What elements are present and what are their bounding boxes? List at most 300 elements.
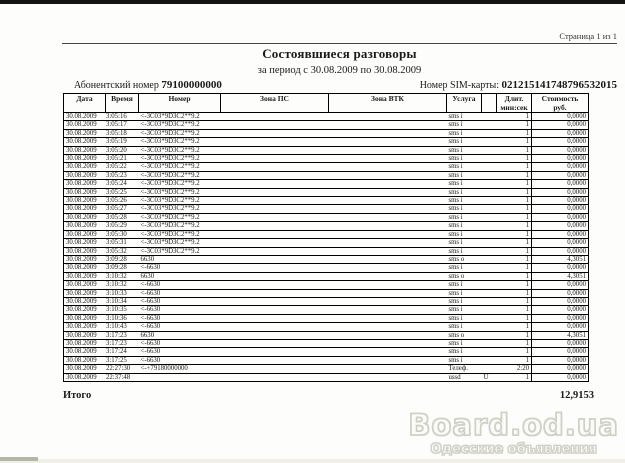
cell-flag bbox=[482, 331, 497, 339]
call-time: 3:05:28 bbox=[106, 213, 127, 221]
cell-datetime bbox=[64, 264, 139, 272]
cell-service: sms i bbox=[447, 138, 482, 146]
cell-datetime bbox=[64, 323, 139, 331]
call-date: 30.08.2009 bbox=[66, 121, 97, 129]
cell-number: <-+79180000000 bbox=[139, 365, 447, 373]
cell-cost: 0,0000 bbox=[532, 365, 589, 373]
call-date: 30.08.2009 bbox=[66, 129, 97, 137]
cell-cost: 0,0000 bbox=[532, 297, 589, 305]
subscriber-number-label: Абонентский номер bbox=[74, 80, 159, 91]
cell-flag bbox=[482, 121, 497, 129]
cell-number: <-6630 bbox=[139, 314, 447, 322]
cell-datetime bbox=[64, 205, 139, 213]
call-time: 3:05:22 bbox=[106, 163, 127, 171]
table-row bbox=[64, 365, 589, 373]
cell-flag bbox=[482, 281, 497, 289]
cell-number: <-3C03*9D3C2**9.2 bbox=[139, 230, 447, 238]
cell-service: sms i bbox=[447, 121, 482, 129]
call-time: 3:05:26 bbox=[106, 197, 127, 205]
top-border-bar bbox=[0, 0, 625, 4]
call-date: 30.08.2009 bbox=[66, 197, 97, 205]
call-time: 3:05:30 bbox=[106, 230, 127, 238]
cell-datetime bbox=[64, 155, 139, 163]
cell-flag bbox=[482, 205, 497, 213]
cell-duration: 1 bbox=[497, 264, 532, 272]
table-row bbox=[64, 323, 589, 331]
sim-card-value: 021215141748796532015 bbox=[501, 79, 617, 91]
cell-number: <-6630 bbox=[139, 306, 447, 314]
cell-flag bbox=[482, 138, 497, 146]
cell-flag bbox=[482, 171, 497, 179]
cell-cost: 0,0000 bbox=[532, 180, 589, 188]
cell-number: <-3C03*9D3C2**9.2 bbox=[139, 163, 447, 171]
cell-duration: 1 bbox=[497, 230, 532, 238]
cell-datetime bbox=[64, 146, 139, 154]
call-date: 30.08.2009 bbox=[66, 205, 97, 213]
cell-flag bbox=[482, 247, 497, 255]
cell-number: <-3C03*9D3C2**9.2 bbox=[139, 146, 447, 154]
cell-datetime bbox=[64, 213, 139, 221]
cell-duration: 1 bbox=[497, 155, 532, 163]
cell-duration: 1 bbox=[497, 171, 532, 179]
table-row bbox=[64, 331, 589, 339]
cell-number: <-3C03*9D3C2**9.2 bbox=[139, 247, 447, 255]
cell-duration: 1 bbox=[497, 121, 532, 129]
table-row bbox=[64, 247, 589, 255]
call-date: 30.08.2009 bbox=[66, 297, 97, 305]
cell-cost: 0,0000 bbox=[532, 129, 589, 137]
cell-cost: 0,0000 bbox=[532, 356, 589, 364]
call-time: 3:10:43 bbox=[106, 323, 127, 331]
cell-datetime bbox=[64, 129, 139, 137]
table-row bbox=[64, 197, 589, 205]
table-row bbox=[64, 239, 589, 247]
column-header bbox=[482, 94, 497, 113]
cell-datetime bbox=[64, 314, 139, 322]
cell-service: sms i bbox=[447, 314, 482, 322]
cell-service: sms i bbox=[447, 339, 482, 347]
table-row bbox=[64, 306, 589, 314]
cell-datetime bbox=[64, 331, 139, 339]
cell-datetime bbox=[64, 306, 139, 314]
cell-duration: 1 bbox=[497, 306, 532, 314]
cell-cost: 0,0000 bbox=[532, 121, 589, 129]
cell-datetime bbox=[64, 197, 139, 205]
cell-flag bbox=[482, 163, 497, 171]
table-row bbox=[64, 213, 589, 221]
cell-service: sms i bbox=[447, 171, 482, 179]
cell-number: <-3C03*9D3C2**9.2 bbox=[139, 197, 447, 205]
cell-service: ussd bbox=[447, 373, 482, 381]
table-row bbox=[64, 113, 589, 121]
call-time: 3:17:23 bbox=[106, 339, 127, 347]
cell-cost: 0,0000 bbox=[532, 155, 589, 163]
cell-duration: 1 bbox=[497, 113, 532, 121]
call-date: 30.08.2009 bbox=[66, 222, 97, 230]
column-header: Время bbox=[106, 94, 139, 113]
cell-service: sms i bbox=[447, 281, 482, 289]
table-row bbox=[64, 163, 589, 171]
call-time: 3:05:29 bbox=[106, 222, 127, 230]
call-date: 30.08.2009 bbox=[66, 272, 97, 280]
call-time: 3:05:31 bbox=[106, 239, 127, 247]
watermark bbox=[408, 408, 619, 457]
cell-cost: 0,0000 bbox=[532, 205, 589, 213]
cell-flag bbox=[482, 230, 497, 238]
cell-cost: 0,0000 bbox=[532, 373, 589, 381]
cell-service: sms i bbox=[447, 129, 482, 137]
cell-duration: 2:20 bbox=[497, 365, 532, 373]
call-date: 30.08.2009 bbox=[66, 289, 97, 297]
cell-duration: 1 bbox=[497, 129, 532, 137]
cell-service: sms i bbox=[447, 230, 482, 238]
cell-duration: 1 bbox=[497, 297, 532, 305]
watermark-tagline: Одесские объявления bbox=[430, 442, 597, 457]
cell-duration: 1 bbox=[497, 373, 532, 381]
cell-flag bbox=[482, 272, 497, 280]
call-time: 3:05:23 bbox=[106, 171, 127, 179]
cell-service: sms i bbox=[447, 247, 482, 255]
cell-flag bbox=[482, 255, 497, 263]
cell-number: <-6630 bbox=[139, 356, 447, 364]
cell-duration: 1 bbox=[497, 197, 532, 205]
cell-cost: 0,0000 bbox=[532, 146, 589, 154]
cell-datetime bbox=[64, 188, 139, 196]
cell-number: <-3C03*9D3C2**9.2 bbox=[139, 171, 447, 179]
cell-duration: 1 bbox=[497, 331, 532, 339]
table-row bbox=[64, 272, 589, 280]
column-header: Услуга bbox=[447, 94, 482, 113]
cell-number: <-3C03*9D3C2**9.2 bbox=[139, 213, 447, 221]
cell-cost: 0,0000 bbox=[532, 138, 589, 146]
table-row bbox=[64, 289, 589, 297]
cell-flag bbox=[482, 146, 497, 154]
call-time: 3:10:36 bbox=[106, 314, 127, 322]
call-time: 22:37:48 bbox=[106, 373, 131, 381]
cell-service: sms i bbox=[447, 297, 482, 305]
table-row bbox=[64, 180, 589, 188]
call-time: 3:10:34 bbox=[106, 297, 127, 305]
table-row bbox=[64, 146, 589, 154]
call-date: 30.08.2009 bbox=[66, 255, 97, 263]
cell-number: 6630 bbox=[139, 272, 447, 280]
cell-cost: 0,0000 bbox=[532, 213, 589, 221]
cell-service: sms i bbox=[447, 306, 482, 314]
bottom-edge-strip bbox=[0, 459, 625, 463]
call-date: 30.08.2009 bbox=[66, 188, 97, 196]
cell-number: 6630 bbox=[139, 331, 447, 339]
call-date: 30.08.2009 bbox=[66, 239, 97, 247]
table-row bbox=[64, 188, 589, 196]
cell-datetime bbox=[64, 297, 139, 305]
call-detail-table bbox=[63, 93, 589, 382]
cell-cost: 0,0000 bbox=[532, 281, 589, 289]
cell-flag bbox=[482, 289, 497, 297]
call-time: 3:05:17 bbox=[106, 121, 127, 129]
document-header bbox=[62, 46, 617, 76]
call-time: 3:05:18 bbox=[106, 129, 127, 137]
cell-cost: 0,0000 bbox=[532, 264, 589, 272]
header-rule bbox=[62, 43, 617, 44]
table-row bbox=[64, 373, 589, 381]
cell-flag bbox=[482, 239, 497, 247]
call-date: 30.08.2009 bbox=[66, 213, 97, 221]
table-row bbox=[64, 129, 589, 137]
cell-cost: 0,0000 bbox=[532, 348, 589, 356]
cell-cost: 0,0000 bbox=[532, 323, 589, 331]
cell-flag bbox=[482, 197, 497, 205]
total-row bbox=[63, 390, 594, 401]
sim-card-number bbox=[420, 79, 617, 91]
cell-cost: 0,0000 bbox=[532, 314, 589, 322]
cell-number: <-3C03*9D3C2**9.2 bbox=[139, 222, 447, 230]
call-date: 30.08.2009 bbox=[66, 323, 97, 331]
call-date: 30.08.2009 bbox=[66, 113, 97, 120]
cell-datetime bbox=[64, 171, 139, 179]
call-date: 30.08.2009 bbox=[66, 373, 97, 381]
cell-duration: 1 bbox=[497, 180, 532, 188]
cell-service: sms i bbox=[447, 239, 482, 247]
call-date: 30.08.2009 bbox=[66, 230, 97, 238]
cell-flag bbox=[482, 339, 497, 347]
call-time: 3:05:19 bbox=[106, 138, 127, 146]
call-time: 22:27:30 bbox=[106, 365, 131, 373]
cell-flag bbox=[482, 306, 497, 314]
table-header-row bbox=[64, 94, 589, 113]
cell-flag bbox=[482, 314, 497, 322]
cell-datetime bbox=[64, 255, 139, 263]
call-time: 3:17:25 bbox=[106, 356, 127, 364]
watermark-site-name: Board.od.ua bbox=[408, 408, 619, 442]
call-date: 30.08.2009 bbox=[66, 365, 97, 373]
call-date: 30.08.2009 bbox=[66, 247, 97, 255]
cell-service: sms o bbox=[447, 331, 482, 339]
cell-datetime bbox=[64, 339, 139, 347]
cell-cost: 0,0000 bbox=[532, 171, 589, 179]
call-time: 3:05:21 bbox=[106, 155, 127, 163]
cell-service: sms i bbox=[447, 180, 482, 188]
cell-duration: 1 bbox=[497, 281, 532, 289]
column-header: Дата bbox=[64, 94, 106, 113]
call-time: 3:09:28 bbox=[106, 264, 127, 272]
page-title: Состоявшиеся разговоры bbox=[262, 46, 417, 61]
cell-service: sms i bbox=[447, 155, 482, 163]
cell-duration: 1 bbox=[497, 356, 532, 364]
cell-number: 6630 bbox=[139, 255, 447, 263]
cell-service: sms i bbox=[447, 213, 482, 221]
cell-duration: 1 bbox=[497, 323, 532, 331]
cell-number: <-3C03*9D3C2**9.2 bbox=[139, 188, 447, 196]
cell-duration: 1 bbox=[497, 247, 532, 255]
cell-duration: 1 bbox=[497, 239, 532, 247]
cell-duration: 1 bbox=[497, 213, 532, 221]
total-label: Итого bbox=[63, 390, 92, 401]
cell-number: <-6630 bbox=[139, 297, 447, 305]
call-date: 30.08.2009 bbox=[66, 348, 97, 356]
cell-datetime bbox=[64, 281, 139, 289]
table-row bbox=[64, 171, 589, 179]
cell-service: Телеф. bbox=[447, 365, 482, 373]
call-date: 30.08.2009 bbox=[66, 146, 97, 154]
cell-datetime bbox=[64, 163, 139, 171]
table-row bbox=[64, 121, 589, 129]
cell-flag: U bbox=[482, 373, 497, 381]
cell-number: <-6630 bbox=[139, 281, 447, 289]
table-row bbox=[64, 205, 589, 213]
cell-datetime bbox=[64, 138, 139, 146]
cell-duration: 1 bbox=[497, 146, 532, 154]
subscriber-number-value: 79100000000 bbox=[161, 79, 222, 91]
call-date: 30.08.2009 bbox=[66, 331, 97, 339]
column-header: Номер bbox=[139, 94, 221, 113]
column-header: Зона ПС bbox=[221, 94, 329, 113]
cell-number: <-3C03*9D3C2**9.2 bbox=[139, 121, 447, 129]
cell-number: <-3C03*9D3C2**9.2 bbox=[139, 138, 447, 146]
cell-service: sms i bbox=[447, 356, 482, 364]
cell-duration: 1 bbox=[497, 272, 532, 280]
table-row bbox=[64, 281, 589, 289]
cell-flag bbox=[482, 323, 497, 331]
call-time: 3:09:28 bbox=[106, 255, 127, 263]
call-date: 30.08.2009 bbox=[66, 171, 97, 179]
sim-card-label: Номер SIM-карты: bbox=[419, 80, 499, 91]
cell-duration: 1 bbox=[497, 205, 532, 213]
cell-service: sms i bbox=[447, 264, 482, 272]
cell-service: sms i bbox=[447, 197, 482, 205]
cell-datetime bbox=[64, 365, 139, 373]
call-date: 30.08.2009 bbox=[66, 314, 97, 322]
cell-flag bbox=[482, 297, 497, 305]
call-time: 3:05:20 bbox=[106, 146, 127, 154]
subscriber-info-row bbox=[62, 79, 617, 91]
column-header: Зона ВТК bbox=[329, 94, 447, 113]
cell-datetime bbox=[64, 230, 139, 238]
cell-datetime bbox=[64, 247, 139, 255]
cell-cost: 0,0000 bbox=[532, 163, 589, 171]
cell-datetime bbox=[64, 113, 139, 121]
cell-flag bbox=[482, 129, 497, 137]
cell-cost: 0,0000 bbox=[532, 339, 589, 347]
call-time: 3:05:24 bbox=[106, 180, 127, 188]
cell-cost: 0,0000 bbox=[532, 239, 589, 247]
cell-duration: 1 bbox=[497, 289, 532, 297]
cell-service: sms o bbox=[447, 272, 482, 280]
cell-service: sms i bbox=[447, 146, 482, 154]
cell-service: sms i bbox=[447, 113, 482, 121]
cell-service: sms i bbox=[447, 348, 482, 356]
cell-duration: 1 bbox=[497, 255, 532, 263]
cell-datetime bbox=[64, 239, 139, 247]
cell-flag bbox=[482, 113, 497, 121]
cell-number: <-3C03*9D3C2**9.2 bbox=[139, 113, 447, 121]
cell-number: <-3C03*9D3C2**9.2 bbox=[139, 129, 447, 137]
call-time: 3:10:32 bbox=[106, 281, 127, 289]
cell-datetime bbox=[64, 272, 139, 280]
cell-service: sms i bbox=[447, 205, 482, 213]
cell-datetime bbox=[64, 356, 139, 364]
cell-flag bbox=[482, 348, 497, 356]
cell-cost: 0,0000 bbox=[532, 197, 589, 205]
cell-flag bbox=[482, 365, 497, 373]
cell-duration: 1 bbox=[497, 348, 532, 356]
column-header: Стоимость руб. bbox=[532, 94, 589, 113]
total-value: 12,9153 bbox=[559, 390, 594, 401]
table-row bbox=[64, 314, 589, 322]
cell-datetime bbox=[64, 222, 139, 230]
bottom-corner-mark bbox=[0, 457, 38, 461]
cell-cost: 4,3051 bbox=[532, 255, 589, 263]
cell-service: sms i bbox=[447, 222, 482, 230]
call-time: 3:10:32 bbox=[106, 272, 127, 280]
cell-number: <-3C03*9D3C2**9.2 bbox=[139, 180, 447, 188]
cell-cost: 4,3051 bbox=[532, 272, 589, 280]
call-date: 30.08.2009 bbox=[66, 155, 97, 163]
cell-duration: 1 bbox=[497, 314, 532, 322]
cell-cost: 0,0000 bbox=[532, 222, 589, 230]
cell-service: sms o bbox=[447, 255, 482, 263]
table-row bbox=[64, 222, 589, 230]
call-time: 3:17:23 bbox=[106, 331, 127, 339]
call-date: 30.08.2009 bbox=[66, 356, 97, 364]
table-row bbox=[64, 356, 589, 364]
page-indicator: Страница 1 из 1 bbox=[559, 31, 617, 41]
table-row bbox=[64, 255, 589, 263]
cell-number: <-3C03*9D3C2**9.2 bbox=[139, 239, 447, 247]
cell-number: <-3C03*9D3C2**9.2 bbox=[139, 205, 447, 213]
call-date: 30.08.2009 bbox=[66, 163, 97, 171]
cell-service: sms i bbox=[447, 289, 482, 297]
cell-number: <-3C03*9D3C2**9.2 bbox=[139, 155, 447, 163]
call-date: 30.08.2009 bbox=[66, 264, 97, 272]
cell-datetime bbox=[64, 180, 139, 188]
call-date: 30.08.2009 bbox=[66, 180, 97, 188]
table-row bbox=[64, 339, 589, 347]
cell-number bbox=[139, 373, 447, 381]
column-header: Длит. мин:сек bbox=[497, 94, 532, 113]
table-row bbox=[64, 230, 589, 238]
cell-cost: 0,0000 bbox=[532, 247, 589, 255]
cell-flag bbox=[482, 155, 497, 163]
cell-duration: 1 bbox=[497, 339, 532, 347]
cell-datetime bbox=[64, 289, 139, 297]
cell-cost: 0,0000 bbox=[532, 188, 589, 196]
cell-duration: 1 bbox=[497, 188, 532, 196]
cell-flag bbox=[482, 180, 497, 188]
cell-number: <-6630 bbox=[139, 289, 447, 297]
cell-flag bbox=[482, 264, 497, 272]
call-time: 3:17:24 bbox=[106, 348, 127, 356]
call-time: 3:05:16 bbox=[106, 113, 127, 120]
table-row bbox=[64, 155, 589, 163]
table-row bbox=[64, 138, 589, 146]
cell-service: sms i bbox=[447, 188, 482, 196]
cell-cost: 0,0000 bbox=[532, 306, 589, 314]
call-date: 30.08.2009 bbox=[66, 281, 97, 289]
cell-duration: 1 bbox=[497, 222, 532, 230]
cell-number: <-6630 bbox=[139, 264, 447, 272]
cell-number: <-6630 bbox=[139, 323, 447, 331]
cell-flag bbox=[482, 222, 497, 230]
call-date: 30.08.2009 bbox=[66, 138, 97, 146]
call-date: 30.08.2009 bbox=[66, 306, 97, 314]
report-period: за период с 30.08.2009 по 30.08.2009 bbox=[257, 65, 422, 76]
cell-datetime bbox=[64, 121, 139, 129]
cell-duration: 1 bbox=[497, 163, 532, 171]
cell-cost: 4,3051 bbox=[532, 331, 589, 339]
cell-datetime bbox=[64, 348, 139, 356]
cell-number: <-6630 bbox=[139, 339, 447, 347]
cell-cost: 0,0000 bbox=[532, 230, 589, 238]
